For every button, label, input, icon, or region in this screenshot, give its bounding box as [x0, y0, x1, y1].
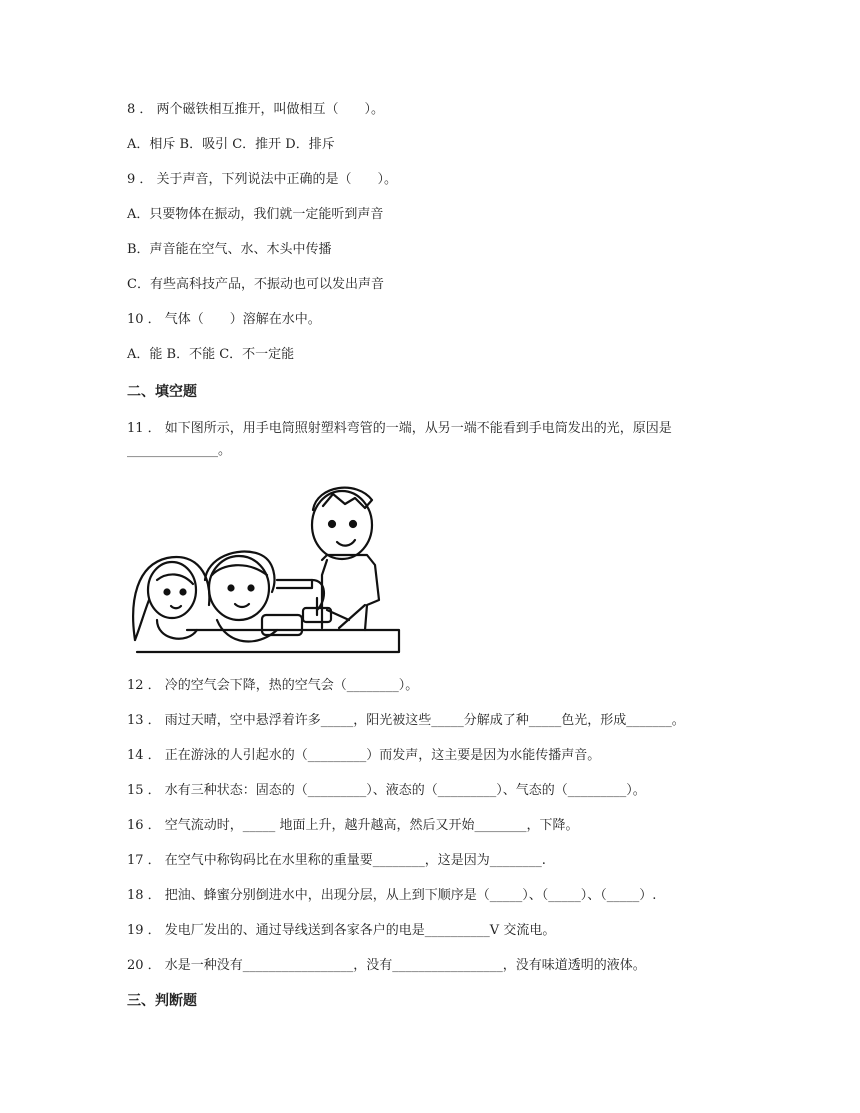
section-heading-judge: 三、判断题: [127, 993, 197, 1009]
question-18: 18 ． 把油、蜂蜜分别倒进水中，出现分层，从上到下顺序是（_____）、（_____）、（_____）.: [127, 888, 657, 903]
children-flashlight-tube-illustration: [127, 480, 402, 655]
question-19: 19 ． 发电厂发出的、通过导线送到各家各户的电是__________V 交流电。: [127, 923, 556, 938]
question-9-option-b: B．声音能在空气、水、木头中传播: [127, 242, 332, 257]
question-13: 13 ． 雨过天晴，空中悬浮着许多_____，阳光被这些_____分解成了种_____色光，形成_______。: [127, 713, 685, 728]
section-heading-fill-in: 二、填空题: [127, 384, 197, 400]
question-9: 9 ． 关于声音，下列说法中正确的是（ ）。: [127, 172, 398, 187]
question-10: 10 ． 气体（ ）溶解在水中。: [127, 312, 321, 327]
question-12: 12 ． 冷的空气会下降，热的空气会（________）。: [127, 678, 419, 693]
question-8: 8 ． 两个磁铁相互推开，叫做相互（ ）。: [127, 102, 385, 117]
question-17: 17 ． 在空气中称钩码比在水里称的重量要________，这是因为________.: [127, 853, 546, 868]
question-14: 14 ． 正在游泳的人引起水的（_________）而发声，这主要是因为水能传播声音。: [127, 748, 601, 763]
question-10-options: A．能 B．不能 C．不一定能: [127, 347, 295, 362]
question-8-options: A．相斥 B．吸引 C．推开 D．排斥: [127, 137, 335, 152]
question-9-option-c: C．有些高科技产品，不振动也可以发出声音: [127, 277, 384, 292]
question-11: 11 ． 如下图所示，用手电筒照射塑料弯管的一端，从另一端不能看到手电筒发出的光，原因是: [127, 421, 672, 436]
question-11-blank: ______________。: [127, 443, 232, 458]
question-16: 16 ． 空气流动时，_____ 地面上升，越升越高，然后又开始________，下降。: [127, 818, 579, 833]
question-9-option-a: A．只要物体在振动，我们就一定能听到声音: [127, 207, 384, 222]
question-15: 15 ． 水有三种状态：固态的（_________）、液态的（_________）、气态的（_________）。: [127, 783, 646, 798]
question-20: 20 ． 水是一种没有_________________，没有_________________，没有味道透明的液体。: [127, 958, 646, 973]
